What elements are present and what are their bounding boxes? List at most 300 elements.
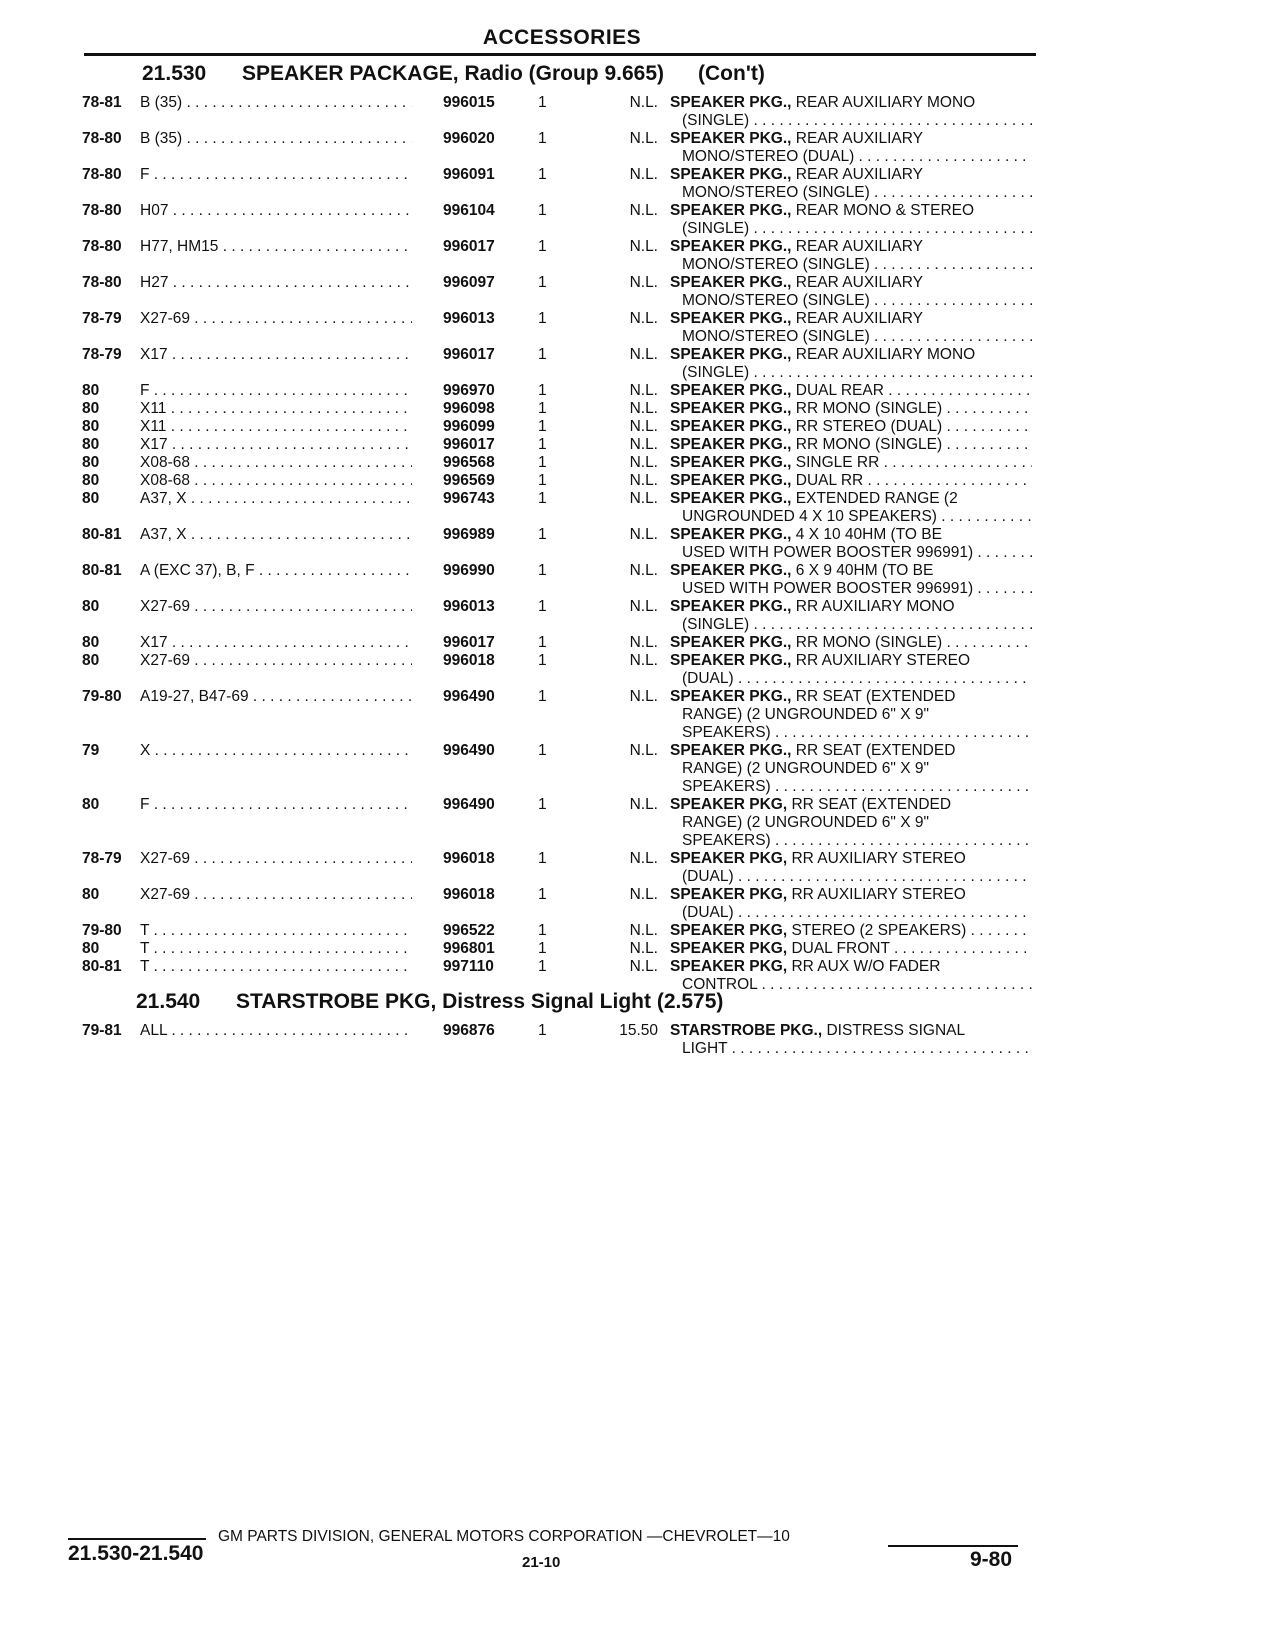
description-line xyxy=(670,166,1032,184)
description-text: STEREO (2 SPEAKERS) xyxy=(791,922,967,939)
description-line xyxy=(670,724,1032,742)
price: N.L. xyxy=(629,454,658,471)
quantity: 1 xyxy=(538,940,547,957)
price: N.L. xyxy=(629,652,658,669)
description-line xyxy=(670,310,1032,328)
description-name: SPEAKER PKG., xyxy=(670,346,792,363)
description-name: SPEAKER PKG, xyxy=(670,940,788,957)
description xyxy=(670,1022,1032,1058)
model-code: B (35) . . . xyxy=(140,130,412,148)
description xyxy=(670,382,1032,400)
year-range: 80 xyxy=(82,400,100,417)
model-code: X27-69 . . . xyxy=(140,652,412,670)
section-title: SPEAKER PACKAGE, Radio (Group 9.665) xyxy=(242,62,665,85)
footer-rule-right xyxy=(888,1545,1018,1547)
description-text: RANGE) (2 UNGROUNDED 6" X 9" xyxy=(682,760,929,777)
description xyxy=(670,274,1032,310)
description-text: MONO/STEREO (DUAL) xyxy=(682,148,855,165)
part-number: 996568 xyxy=(443,454,495,471)
year-range: 78-80 xyxy=(82,166,122,183)
description xyxy=(670,238,1032,274)
year-range: 80 xyxy=(82,418,100,435)
description xyxy=(670,634,1032,652)
quantity: 1 xyxy=(538,598,547,615)
year-range: 80 xyxy=(82,490,100,507)
description xyxy=(670,526,1032,562)
part-number: 996013 xyxy=(443,310,495,327)
quantity: 1 xyxy=(538,688,547,705)
price: N.L. xyxy=(629,310,658,327)
price: 15.50 xyxy=(619,1022,658,1039)
description-name: SPEAKER PKG., xyxy=(670,472,792,489)
price: N.L. xyxy=(629,202,658,219)
description-line xyxy=(670,598,1032,616)
part-number: 996099 xyxy=(443,418,495,435)
description-text: RR SEAT (EXTENDED xyxy=(795,742,956,759)
price: N.L. xyxy=(629,958,658,975)
part-number: 996097 xyxy=(443,274,495,291)
model-code: X27-69 . . . xyxy=(140,310,412,328)
description-text: SINGLE RR xyxy=(795,454,880,471)
part-number: 996017 xyxy=(443,346,495,363)
year-range: 80 xyxy=(82,652,100,669)
quantity: 1 xyxy=(538,94,547,111)
description-line xyxy=(670,652,1032,670)
year-range: 80-81 xyxy=(82,526,122,543)
description-name: SPEAKER PKG., xyxy=(670,130,792,147)
quantity: 1 xyxy=(538,238,547,255)
footer-date: 9-80 xyxy=(970,1548,1013,1571)
description-name: SPEAKER PKG., xyxy=(670,742,792,759)
price: N.L. xyxy=(629,436,658,453)
description-line xyxy=(670,490,1032,508)
part-number: 996743 xyxy=(443,490,495,507)
model-code: X27-69 . . . xyxy=(140,598,412,616)
description-text: RR AUXILIARY STEREO xyxy=(791,886,966,903)
description-line xyxy=(670,454,1032,472)
description-line xyxy=(670,328,1032,346)
part-number: 996490 xyxy=(443,796,495,813)
model-code: X17 . . . xyxy=(140,346,412,364)
description-line xyxy=(670,274,1032,292)
description-line xyxy=(670,886,1032,904)
part-number: 996015 xyxy=(443,94,495,111)
description-text: UNGROUNDED 4 X 10 SPEAKERS) xyxy=(682,508,937,525)
price: N.L. xyxy=(629,418,658,435)
year-range: 80 xyxy=(82,634,100,651)
description-line xyxy=(670,346,1032,364)
model-code: F . . . xyxy=(140,796,412,814)
description-line xyxy=(670,184,1032,202)
description-text: (DUAL) xyxy=(682,904,734,921)
description xyxy=(670,346,1032,382)
quantity: 1 xyxy=(538,130,547,147)
description-line xyxy=(670,922,1032,940)
quantity: 1 xyxy=(538,634,547,651)
description-line xyxy=(670,130,1032,148)
year-range: 80 xyxy=(82,940,100,957)
price: N.L. xyxy=(629,562,658,579)
section-heading xyxy=(142,62,765,86)
description-text: RR AUX W/O FADER xyxy=(791,958,941,975)
price: N.L. xyxy=(629,274,658,291)
price: N.L. xyxy=(629,526,658,543)
price: N.L. xyxy=(629,598,658,615)
year-range: 80-81 xyxy=(82,562,122,579)
description-text: RR MONO (SINGLE) xyxy=(795,436,943,453)
description xyxy=(670,940,1032,958)
description-line xyxy=(670,850,1032,868)
footer-corporation: GM PARTS DIVISION, GENERAL MOTORS CORPORATION —CHEVROLET—10 xyxy=(218,1528,790,1545)
price: N.L. xyxy=(629,940,658,957)
description-text: EXTENDED RANGE (2 xyxy=(795,490,958,507)
model-code: X11 . . . xyxy=(140,418,412,436)
year-range: 78-79 xyxy=(82,310,122,327)
description-line xyxy=(670,112,1032,130)
quantity: 1 xyxy=(538,166,547,183)
section-heading xyxy=(136,990,723,1014)
quantity: 1 xyxy=(538,346,547,363)
description-line xyxy=(670,364,1032,382)
header-rule xyxy=(84,53,1036,56)
description-line xyxy=(670,256,1032,274)
description xyxy=(670,418,1032,436)
description-line xyxy=(670,94,1032,112)
description-text: (SINGLE) xyxy=(682,616,750,633)
part-number: 996020 xyxy=(443,130,495,147)
price: N.L. xyxy=(629,166,658,183)
model-code: T . . . xyxy=(140,922,412,940)
section-number: 21.540 xyxy=(136,990,201,1013)
description-text: USED WITH POWER BOOSTER 996991) xyxy=(682,580,974,597)
year-range: 78-81 xyxy=(82,94,122,111)
year-range: 80-81 xyxy=(82,958,122,975)
description-line xyxy=(670,940,1032,958)
description-text: (SINGLE) xyxy=(682,112,750,129)
model-code: A37, X . . . xyxy=(140,526,412,544)
section-title: STARSTROBE PKG, Distress Signal Light (2.575) xyxy=(236,990,724,1013)
description-name: SPEAKER PKG, xyxy=(670,796,788,813)
model-code: H07 . . . xyxy=(140,202,412,220)
model-code: X08-68 . . . xyxy=(140,472,412,490)
description xyxy=(670,400,1032,418)
description-text: USED WITH POWER BOOSTER 996991) xyxy=(682,544,974,561)
model-code: A (EXC 37), B, F . . . xyxy=(140,562,412,580)
year-range: 79-80 xyxy=(82,688,122,705)
part-number: 996098 xyxy=(443,400,495,417)
price: N.L. xyxy=(629,382,658,399)
year-range: 78-80 xyxy=(82,274,122,291)
year-range: 78-79 xyxy=(82,850,122,867)
part-number: 996801 xyxy=(443,940,495,957)
description-text: (SINGLE) xyxy=(682,364,750,381)
description-line xyxy=(670,580,1032,598)
description-name: SPEAKER PKG., xyxy=(670,202,792,219)
description-name: SPEAKER PKG., xyxy=(670,274,792,291)
description-line xyxy=(670,778,1032,796)
model-code: X . . . xyxy=(140,742,412,760)
description xyxy=(670,94,1032,130)
model-code: X11 . . . xyxy=(140,400,412,418)
price: N.L. xyxy=(629,922,658,939)
description-text: REAR AUXILIARY xyxy=(795,166,923,183)
description xyxy=(670,310,1032,346)
year-range: 78-80 xyxy=(82,202,122,219)
description-text: RR AUXILIARY MONO xyxy=(795,598,955,615)
model-code: X27-69 . . . xyxy=(140,886,412,904)
description xyxy=(670,886,1032,922)
quantity: 1 xyxy=(538,850,547,867)
description-text: CONTROL xyxy=(682,976,758,993)
quantity: 1 xyxy=(538,472,547,489)
model-code: T . . . xyxy=(140,958,412,976)
description-line xyxy=(670,868,1032,886)
description-text: REAR MONO & STEREO xyxy=(795,202,975,219)
description xyxy=(670,688,1032,742)
description-line xyxy=(670,508,1032,526)
description-text: DISTRESS SIGNAL xyxy=(826,1022,966,1039)
description xyxy=(670,472,1032,490)
description-text: RANGE) (2 UNGROUNDED 6" X 9" xyxy=(682,814,929,831)
year-range: 79-80 xyxy=(82,922,122,939)
description xyxy=(670,958,1032,994)
footer-page-number: 21-10 xyxy=(522,1554,561,1571)
description xyxy=(670,436,1032,454)
quantity: 1 xyxy=(538,418,547,435)
description-name: SPEAKER PKG., xyxy=(670,526,792,543)
description-name: SPEAKER PKG., xyxy=(670,382,792,399)
quantity: 1 xyxy=(538,652,547,669)
price: N.L. xyxy=(629,742,658,759)
price: N.L. xyxy=(629,238,658,255)
description-text: MONO/STEREO (SINGLE) xyxy=(682,256,870,273)
model-code: B (35) . . . xyxy=(140,94,412,112)
description-name: STARSTROBE PKG., xyxy=(670,1022,823,1039)
description-text: DUAL RR xyxy=(795,472,864,489)
description-text: RR MONO (SINGLE) xyxy=(795,400,943,417)
quantity: 1 xyxy=(538,1022,547,1039)
description xyxy=(670,490,1032,526)
description-name: SPEAKER PKG., xyxy=(670,418,792,435)
quantity: 1 xyxy=(538,562,547,579)
year-range: 80 xyxy=(82,472,100,489)
description-line xyxy=(670,958,1032,976)
part-number: 996104 xyxy=(443,202,495,219)
description-line xyxy=(670,688,1032,706)
part-number: 996490 xyxy=(443,742,495,759)
description-line xyxy=(670,796,1032,814)
quantity: 1 xyxy=(538,436,547,453)
description-text: REAR AUXILIARY xyxy=(795,274,923,291)
quantity: 1 xyxy=(538,796,547,813)
quantity: 1 xyxy=(538,274,547,291)
description xyxy=(670,454,1032,472)
description-line xyxy=(670,202,1032,220)
footer-rule-left xyxy=(68,1538,206,1540)
part-number: 996091 xyxy=(443,166,495,183)
description-text: (SINGLE) xyxy=(682,220,750,237)
part-number: 996017 xyxy=(443,238,495,255)
price: N.L. xyxy=(629,130,658,147)
description xyxy=(670,562,1032,598)
description-name: SPEAKER PKG., xyxy=(670,562,792,579)
description xyxy=(670,742,1032,796)
description-line xyxy=(670,760,1032,778)
description-line xyxy=(670,616,1032,634)
description xyxy=(670,598,1032,634)
description-name: SPEAKER PKG., xyxy=(670,490,792,507)
year-range: 80 xyxy=(82,436,100,453)
model-code: ALL . . . xyxy=(140,1022,412,1040)
quantity: 1 xyxy=(538,490,547,507)
description-name: SPEAKER PKG., xyxy=(670,652,792,669)
description-line xyxy=(670,472,1032,490)
description-line xyxy=(670,1022,1032,1040)
description-text: REAR AUXILIARY MONO xyxy=(795,94,976,111)
description-line xyxy=(670,976,1032,994)
description-name: SPEAKER PKG., xyxy=(670,688,792,705)
description-line xyxy=(670,544,1032,562)
description-text: RR STEREO (DUAL) xyxy=(795,418,943,435)
description-line xyxy=(670,634,1032,652)
description-line xyxy=(670,382,1032,400)
part-number: 996522 xyxy=(443,922,495,939)
part-number: 996018 xyxy=(443,652,495,669)
description-text: RR AUXILIARY STEREO xyxy=(791,850,966,867)
price: N.L. xyxy=(629,886,658,903)
model-code: X17 . . . xyxy=(140,436,412,454)
year-range: 78-79 xyxy=(82,346,122,363)
page-title: ACCESSORIES xyxy=(482,26,642,49)
description-line xyxy=(670,292,1032,310)
description-text: 6 X 9 40HM (TO BE xyxy=(795,562,934,579)
footer-section-range: 21.530-21.540 xyxy=(68,1542,204,1565)
description xyxy=(670,166,1032,202)
part-number: 996017 xyxy=(443,436,495,453)
description-name: SPEAKER PKG, xyxy=(670,922,788,939)
price: N.L. xyxy=(629,688,658,705)
description-line xyxy=(670,562,1032,580)
model-code: X08-68 . . . xyxy=(140,454,412,472)
price: N.L. xyxy=(629,400,658,417)
description-name: SPEAKER PKG., xyxy=(670,598,792,615)
quantity: 1 xyxy=(538,202,547,219)
description-line xyxy=(670,148,1032,166)
description xyxy=(670,796,1032,850)
part-number: 996989 xyxy=(443,526,495,543)
year-range: 80 xyxy=(82,886,100,903)
description-name: SPEAKER PKG., xyxy=(670,454,792,471)
description xyxy=(670,652,1032,688)
price: N.L. xyxy=(629,634,658,651)
description-text: REAR AUXILIARY xyxy=(795,130,923,147)
part-number: 996876 xyxy=(443,1022,495,1039)
part-number: 996990 xyxy=(443,562,495,579)
part-number: 996018 xyxy=(443,886,495,903)
model-code: T . . . xyxy=(140,940,412,958)
description-line xyxy=(670,742,1032,760)
part-number: 996569 xyxy=(443,472,495,489)
model-code: X17 . . . xyxy=(140,634,412,652)
description-text: RR MONO (SINGLE) xyxy=(795,634,943,651)
description-text: MONO/STEREO (SINGLE) xyxy=(682,292,870,309)
quantity: 1 xyxy=(538,454,547,471)
quantity: 1 xyxy=(538,310,547,327)
model-code: F . . . xyxy=(140,382,412,400)
description-name: SPEAKER PKG., xyxy=(670,310,792,327)
description xyxy=(670,922,1032,940)
part-number: 997110 xyxy=(443,958,494,975)
description-text: 4 X 10 40HM (TO BE xyxy=(795,526,942,543)
part-number: 996970 xyxy=(443,382,495,399)
description xyxy=(670,202,1032,238)
description-line xyxy=(670,706,1032,724)
price: N.L. xyxy=(629,490,658,507)
description-text: RR SEAT (EXTENDED xyxy=(791,796,952,813)
price: N.L. xyxy=(629,850,658,867)
description-text: RANGE) (2 UNGROUNDED 6" X 9" xyxy=(682,706,929,723)
part-number: 996490 xyxy=(443,688,495,705)
description-text: (DUAL) xyxy=(682,868,734,885)
description-text: MONO/STEREO (SINGLE) xyxy=(682,184,870,201)
model-code: H77, HM15 . . . xyxy=(140,238,412,256)
description-line xyxy=(670,526,1032,544)
quantity: 1 xyxy=(538,400,547,417)
quantity: 1 xyxy=(538,382,547,399)
model-code: F . . . xyxy=(140,166,412,184)
year-range: 80 xyxy=(82,382,100,399)
description-text: REAR AUXILIARY xyxy=(795,310,923,327)
year-range: 78-80 xyxy=(82,130,122,147)
description-text: RR SEAT (EXTENDED xyxy=(795,688,956,705)
model-code: A19-27, B47-69 . . . xyxy=(140,688,412,706)
description-line xyxy=(670,436,1032,454)
description-text: REAR AUXILIARY MONO xyxy=(795,346,976,363)
description-line xyxy=(670,832,1032,850)
description-text: SPEAKERS) xyxy=(682,724,771,741)
description-text: SPEAKERS) xyxy=(682,778,771,795)
description-name: SPEAKER PKG., xyxy=(670,634,792,651)
part-number: 996017 xyxy=(443,634,495,651)
description-text: (DUAL) xyxy=(682,670,734,687)
description-line xyxy=(670,418,1032,436)
price: N.L. xyxy=(629,472,658,489)
description-text: DUAL FRONT xyxy=(791,940,890,957)
description-name: SPEAKER PKG., xyxy=(670,436,792,453)
section-suffix: (Con't) xyxy=(698,62,765,85)
part-number: 996018 xyxy=(443,850,495,867)
model-code: X27-69 . . . xyxy=(140,850,412,868)
year-range: 80 xyxy=(82,796,100,813)
price: N.L. xyxy=(629,94,658,111)
description-text: REAR AUXILIARY xyxy=(795,238,923,255)
description-name: SPEAKER PKG, xyxy=(670,958,788,975)
part-number: 996013 xyxy=(443,598,495,615)
quantity: 1 xyxy=(538,742,547,759)
description-line xyxy=(670,220,1032,238)
description-text: MONO/STEREO (SINGLE) xyxy=(682,328,870,345)
price: N.L. xyxy=(629,796,658,813)
year-range: 80 xyxy=(82,454,100,471)
quantity: 1 xyxy=(538,922,547,939)
year-range: 79 xyxy=(82,742,100,759)
description-line xyxy=(670,904,1032,922)
year-range: 79-81 xyxy=(82,1022,122,1039)
year-range: 80 xyxy=(82,598,100,615)
quantity: 1 xyxy=(538,526,547,543)
description-name: SPEAKER PKG., xyxy=(670,166,792,183)
description-name: SPEAKER PKG, xyxy=(670,850,788,867)
